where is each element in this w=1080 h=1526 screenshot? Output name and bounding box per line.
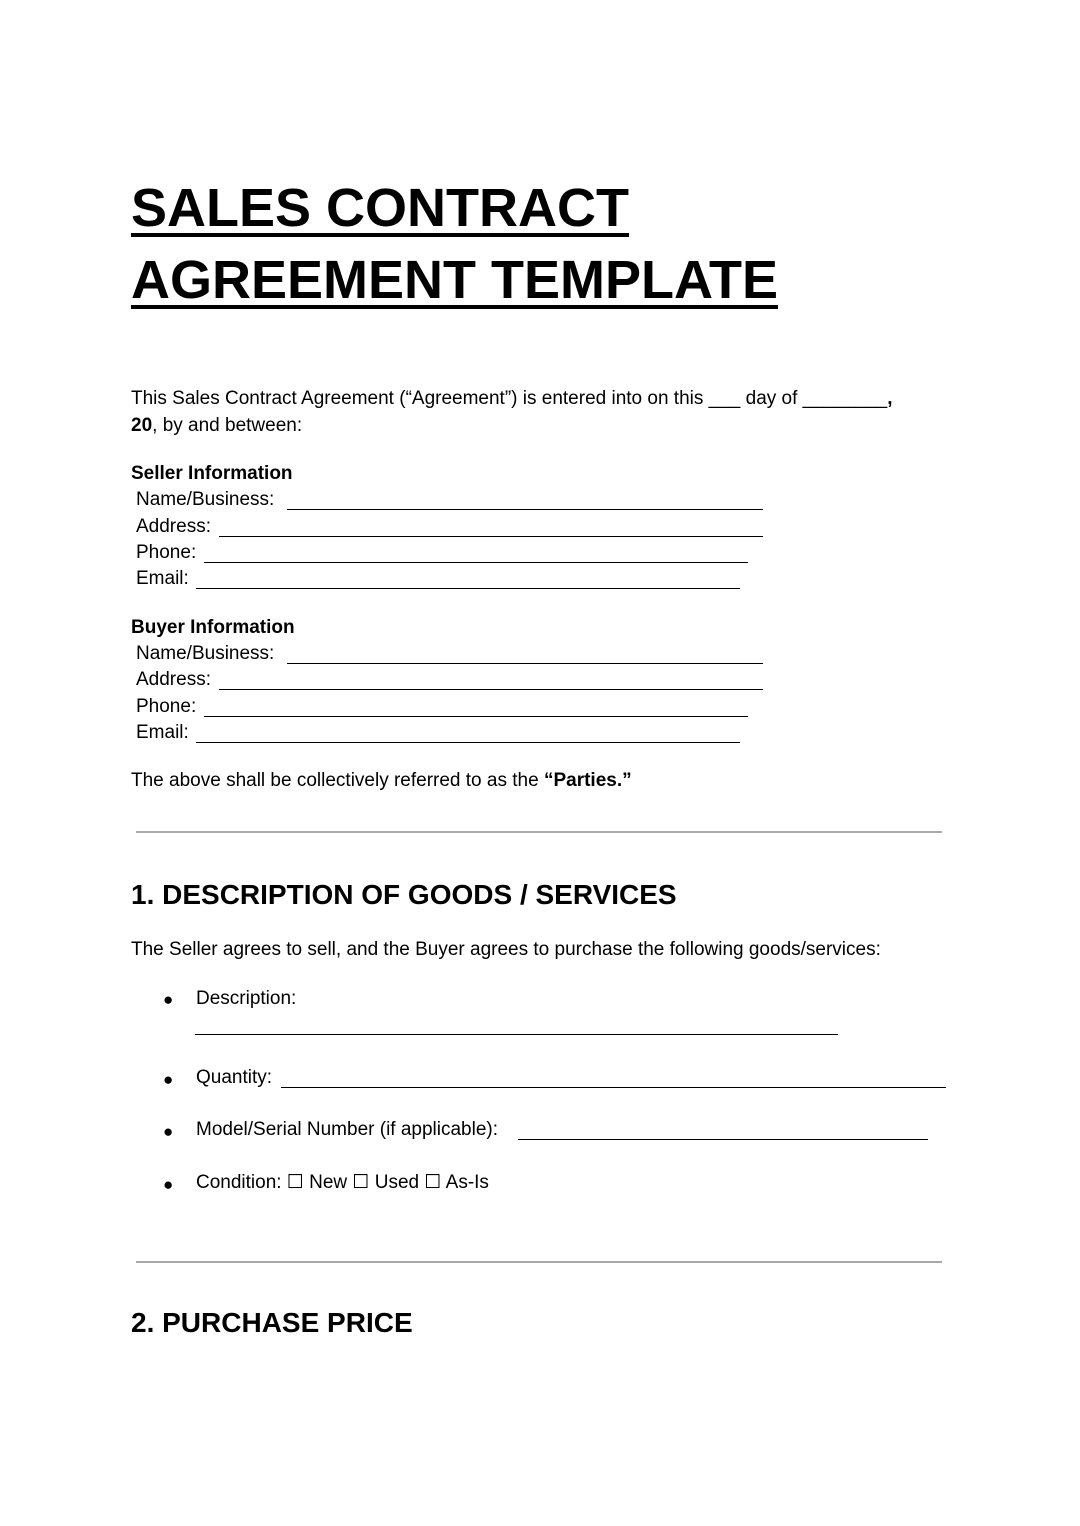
model-serial-label: Model/Serial Number (if applicable): [196, 1119, 499, 1140]
intro-text-end: , by and between: [152, 415, 303, 436]
buyer-address-label: Address: [136, 669, 211, 690]
section-1-intro: The Seller agrees to sell, and the Buyer agrees to purchase the following goods/services: [131, 939, 881, 960]
parties-statement [131, 770, 632, 793]
seller-heading: Seller Information [131, 463, 293, 484]
intro-year: 20 [131, 415, 153, 436]
section-divider [136, 831, 942, 833]
intro-text: This Sales Contract Agreement (“Agreement”) is entered into on this ___ day of ________ [131, 388, 888, 409]
seller-email-label: Email: [136, 568, 189, 589]
intro-paragraph [131, 388, 893, 411]
parties-term: “Parties.” [543, 770, 632, 791]
buyer-heading: Buyer Information [131, 617, 295, 638]
seller-phone-label: Phone: [136, 542, 197, 563]
bullet-icon: ● [163, 990, 174, 1009]
parties-text: The above shall be collectively referred to as the [131, 770, 544, 791]
seller-address-label: Address: [136, 516, 211, 537]
model-serial-field[interactable] [518, 1139, 928, 1140]
buyer-email-label: Email: [136, 722, 189, 743]
quantity-field[interactable] [281, 1087, 946, 1088]
section-1-heading: 1. DESCRIPTION OF GOODS / SERVICES [131, 879, 677, 910]
description-field[interactable] [195, 1034, 838, 1035]
buyer-email-field[interactable] [196, 742, 740, 743]
buyer-address-field[interactable] [219, 689, 763, 690]
buyer-name-label: Name/Business: [136, 643, 275, 664]
section-2-heading: 2. PURCHASE PRICE [131, 1307, 413, 1338]
document-title-line-1: SALES CONTRACT [131, 178, 629, 238]
seller-name-label: Name/Business: [136, 489, 275, 510]
bullet-icon: ● [163, 1070, 174, 1089]
buyer-name-field[interactable] [287, 663, 763, 664]
condition-options[interactable]: Condition: ☐ New ☐ Used ☐ As-Is [196, 1172, 489, 1193]
bullet-icon: ● [163, 1175, 174, 1194]
document-title-line-2: AGREEMENT TEMPLATE [131, 250, 778, 310]
intro-paragraph-line-2 [131, 415, 302, 438]
bullet-icon: ● [163, 1122, 174, 1141]
quantity-label: Quantity: [196, 1067, 273, 1088]
section-divider [136, 1261, 942, 1263]
description-label: Description: [196, 988, 297, 1009]
seller-email-field[interactable] [196, 588, 740, 589]
buyer-phone-label: Phone: [136, 696, 197, 717]
intro-comma: , [887, 388, 893, 409]
seller-phone-field[interactable] [204, 562, 748, 563]
seller-name-field[interactable] [287, 509, 763, 510]
buyer-phone-field[interactable] [204, 716, 748, 717]
seller-address-field[interactable] [219, 536, 763, 537]
